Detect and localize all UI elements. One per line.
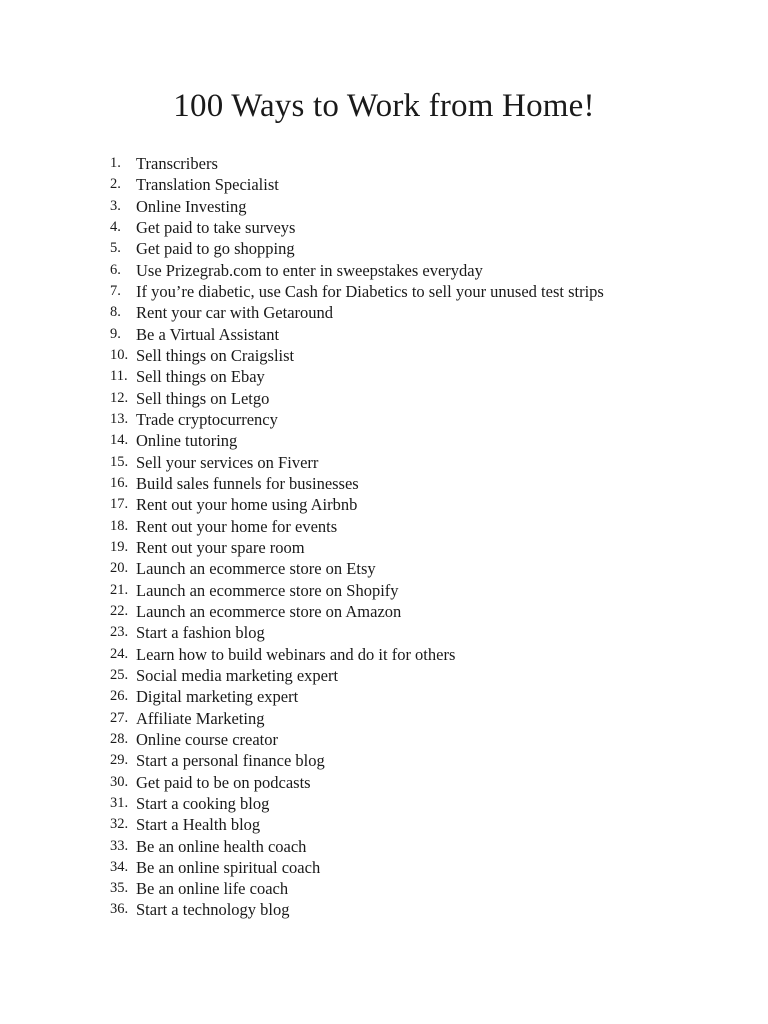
list-item: [110, 430, 604, 451]
list-item-number: 23.: [110, 624, 129, 641]
list-item-text: Online Investing: [136, 196, 247, 216]
list-item-text: Get paid to be on podcasts: [136, 772, 311, 792]
list-item-number: 19.: [110, 538, 129, 555]
list-item-text: Social media marketing expert: [136, 665, 339, 685]
list-item: [110, 558, 604, 579]
list-item-text: Get paid to take surveys: [136, 217, 296, 237]
list-item: [110, 174, 604, 195]
list-item-text: Build sales funnels for businesses: [136, 473, 359, 493]
list-item-number: 16.: [110, 474, 129, 491]
list-item-text: Start a cooking blog: [136, 793, 270, 813]
list-item-text: Online tutoring: [136, 431, 238, 451]
list-item: [110, 601, 604, 622]
list-item: [110, 537, 604, 558]
list-item-number: 27.: [110, 709, 129, 726]
list-item-number: 11.: [110, 368, 128, 385]
list-item-text: Use Prizegrab.com to enter in sweepstakes everyday: [136, 260, 483, 280]
list-item: [110, 644, 604, 665]
list-item-number: 34.: [110, 858, 129, 875]
list-item-number: 10.: [110, 346, 129, 363]
list-item: [110, 580, 604, 601]
list-item-text: Be an online life coach: [136, 879, 289, 899]
list-item-number: 6.: [110, 261, 121, 278]
list-item-number: 15.: [110, 453, 129, 470]
list-item: [110, 750, 604, 771]
list-item: [110, 772, 604, 793]
page-title: 100 Ways to Work from Home!: [173, 88, 595, 124]
list-item-text: Sell your services on Fiverr: [136, 452, 319, 472]
list-item-text: Digital marketing expert: [136, 687, 299, 707]
list-item-text: Get paid to go shopping: [136, 239, 295, 259]
list-item: [110, 409, 604, 430]
list-item-number: 17.: [110, 496, 129, 513]
list-item-number: 2.: [110, 176, 121, 193]
list-item-text: Rent out your home for events: [136, 516, 338, 536]
list-item-text: Translation Specialist: [136, 175, 279, 195]
list-item-number: 29.: [110, 752, 129, 769]
list-item: [110, 153, 604, 174]
list-item-number: 35.: [110, 880, 129, 897]
list-item-text: Rent your car with Getaround: [136, 303, 334, 323]
list-item-text: Be an online health coach: [136, 836, 307, 856]
list-item: [110, 388, 604, 409]
list-item-text: If you’re diabetic, use Cash for Diabetics to sell your unused test strips: [136, 281, 604, 301]
list-item-number: 7.: [110, 282, 121, 299]
list-item-number: 4.: [110, 218, 121, 235]
list-item-number: 31.: [110, 794, 129, 811]
list-item: [110, 686, 604, 707]
list-item: [110, 729, 604, 750]
list-item: [110, 622, 604, 643]
list-item-text: Affiliate Marketing: [136, 708, 265, 728]
list-item-number: 33.: [110, 837, 129, 854]
list-item: [110, 708, 604, 729]
list-item-number: 36.: [110, 901, 129, 918]
list-item-number: 13.: [110, 410, 129, 427]
list-item-number: 32.: [110, 816, 129, 833]
list-item-text: Learn how to build webinars and do it for others: [136, 644, 456, 664]
list-item-text: Trade cryptocurrency: [136, 409, 278, 429]
list-item: [110, 281, 604, 302]
list-item-number: 21.: [110, 581, 129, 598]
list-item-number: 8.: [110, 304, 121, 321]
list-item-text: Transcribers: [136, 154, 218, 173]
list-item-text: Start a fashion blog: [136, 623, 265, 643]
list-item: [110, 260, 604, 281]
list-item-text: Sell things on Letgo: [136, 388, 270, 408]
list-item-text: Start a technology blog: [136, 900, 290, 920]
list-item: [110, 473, 604, 494]
list-item-text: Sell things on Ebay: [136, 367, 265, 387]
list-item: [110, 516, 604, 537]
list-item: [110, 366, 604, 387]
list-item-text: Launch an ecommerce store on Shopify: [136, 580, 399, 600]
list-item: [110, 793, 604, 814]
list-item: [110, 217, 604, 238]
list-item: [110, 878, 604, 899]
list-item-text: Launch an ecommerce store on Amazon: [136, 601, 402, 621]
list-item: [110, 857, 604, 878]
list-item: [110, 452, 604, 473]
list-item-text: Rent out your spare room: [136, 537, 305, 557]
list-item: [110, 494, 604, 515]
list-item: [110, 238, 604, 259]
list-item-number: 25.: [110, 666, 129, 683]
list-item-number: 3.: [110, 197, 121, 214]
list-item: [110, 814, 604, 835]
list-item-number: 28.: [110, 730, 129, 747]
list-item: [110, 899, 604, 920]
list-item-number: 24.: [110, 645, 129, 662]
list-item-number: 14.: [110, 432, 129, 449]
list-item-text: Sell things on Craigslist: [136, 345, 295, 365]
list-item-text: Start a personal finance blog: [136, 751, 325, 771]
list-item: [110, 345, 604, 366]
list-item-text: Online course creator: [136, 729, 279, 749]
list-item: [110, 665, 604, 686]
list-item-text: Launch an ecommerce store on Etsy: [136, 559, 376, 579]
list-item-text: Be a Virtual Assistant: [136, 324, 280, 344]
list-item-number: 9.: [110, 325, 121, 342]
list-item-number: 5.: [110, 240, 121, 257]
list-item-number: 18.: [110, 517, 129, 534]
numbered-list: [110, 153, 604, 921]
list-item: [110, 836, 604, 857]
list-item-number: 12.: [110, 389, 129, 406]
list-item: [110, 196, 604, 217]
list-item-number: 1.: [110, 155, 121, 171]
list-item: [110, 324, 604, 345]
list-item-text: Be an online spiritual coach: [136, 857, 321, 877]
list-item: [110, 302, 604, 323]
list-item-number: 26.: [110, 688, 129, 705]
list-item-text: Start a Health blog: [136, 815, 261, 835]
list-item-number: 22.: [110, 602, 129, 619]
list-item-text: Rent out your home using Airbnb: [136, 495, 358, 515]
list-item-number: 30.: [110, 773, 129, 790]
list-item-number: 20.: [110, 560, 129, 577]
